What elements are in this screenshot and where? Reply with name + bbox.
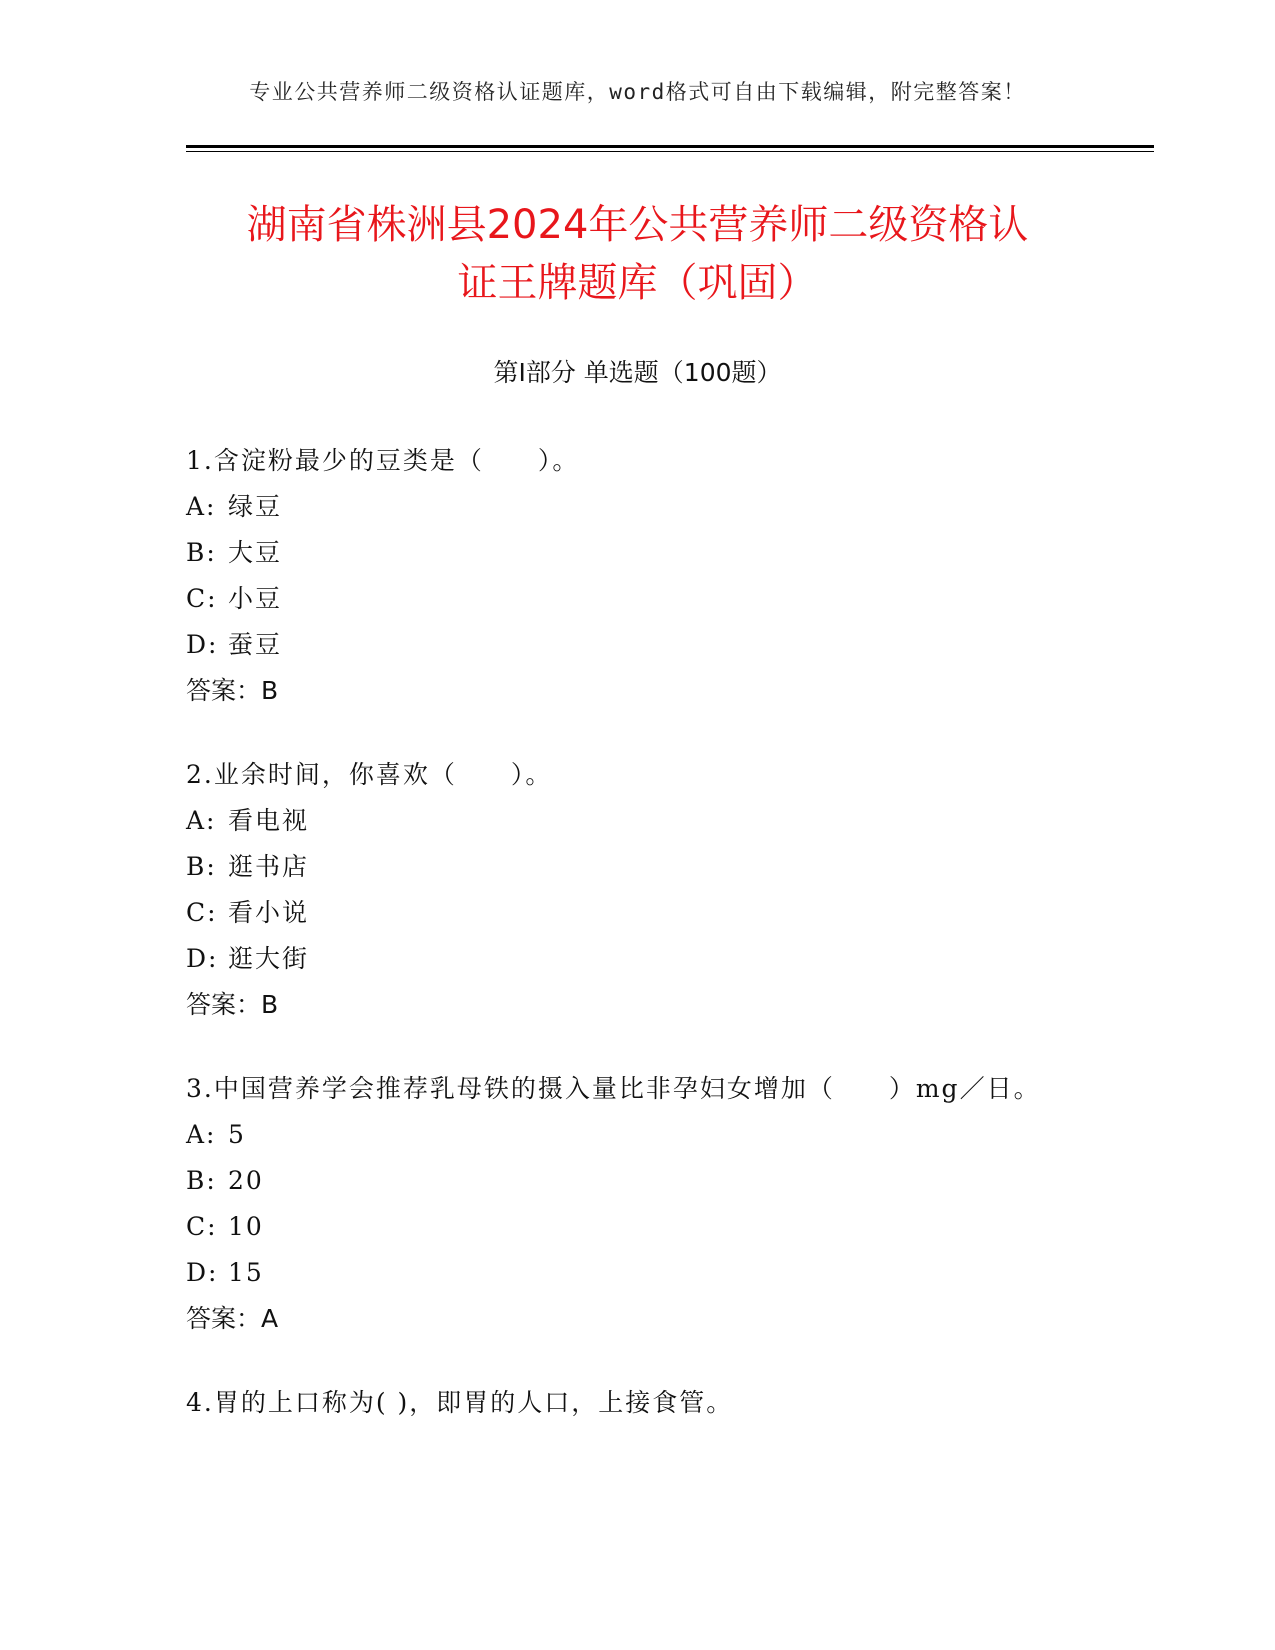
- question-stem: 4.胃的上口称为( )，即胃的人口，上接食管。: [186, 1388, 734, 1417]
- option-letter: A:: [186, 806, 217, 835]
- option-text: 逛书店: [228, 852, 310, 881]
- option-d: [186, 1250, 1086, 1296]
- option-c: [186, 1204, 1086, 1250]
- option-letter: A:: [186, 1120, 217, 1149]
- question-stem: 1.含淀粉最少的豆类是（ ）。: [186, 446, 580, 475]
- header-rule-thin: [186, 151, 1154, 152]
- option-letter: D:: [186, 630, 219, 659]
- option-letter: C:: [186, 584, 218, 613]
- option-text: 小豆: [228, 584, 283, 613]
- question-2: [186, 752, 1086, 1028]
- option-letter: A:: [186, 492, 217, 521]
- header-rule-thick: [186, 145, 1154, 148]
- option-text: 蚕豆: [228, 630, 283, 659]
- option-text: 看小说: [228, 898, 310, 927]
- option-letter: C:: [186, 1212, 218, 1241]
- option-d: [186, 622, 1086, 668]
- option-text: 大豆: [228, 538, 283, 567]
- option-text: 20: [228, 1166, 264, 1195]
- answer-line: 答案：B: [186, 990, 279, 1019]
- question-list: [186, 438, 1086, 1464]
- question-3: [186, 1066, 1086, 1342]
- answer-line: 答案：A: [186, 1304, 279, 1333]
- option-text: 15: [228, 1258, 264, 1287]
- option-text: 10: [228, 1212, 264, 1241]
- option-c: [186, 890, 1086, 936]
- option-d: [186, 936, 1086, 982]
- option-letter: B:: [186, 852, 217, 881]
- document-title-line-1: 湖南省株洲县2024年公共营养师二级资格认: [246, 202, 1029, 248]
- option-c: [186, 576, 1086, 622]
- question-4: [186, 1380, 1086, 1426]
- document-title: [150, 196, 1125, 312]
- question-stem: 2.业余时间，你喜欢（ ）。: [186, 760, 553, 789]
- option-b: [186, 530, 1086, 576]
- option-a: [186, 1112, 1086, 1158]
- option-letter: C:: [186, 898, 218, 927]
- option-b: [186, 1158, 1086, 1204]
- header-note: 专业公共营养师二级资格认证题库，word格式可自由下载编辑，附完整答案！: [249, 80, 1026, 104]
- option-b: [186, 844, 1086, 890]
- option-text: 绿豆: [228, 492, 283, 521]
- option-a: [186, 798, 1086, 844]
- option-text: 看电视: [228, 806, 310, 835]
- section-heading: 第Ⅰ部分 单选题（100题）: [493, 358, 782, 387]
- question-1: [186, 438, 1086, 714]
- option-letter: D:: [186, 1258, 219, 1287]
- option-letter: B:: [186, 1166, 217, 1195]
- question-stem: 3.中国营养学会推荐乳母铁的摄入量比非孕妇女增加（ ）mg／日。: [186, 1074, 1041, 1103]
- option-letter: D:: [186, 944, 219, 973]
- option-a: [186, 484, 1086, 530]
- answer-line: 答案：B: [186, 676, 279, 705]
- option-text: 5: [228, 1120, 246, 1149]
- document-title-line-2: 证王牌题库（巩固）: [457, 260, 818, 306]
- option-letter: B:: [186, 538, 217, 567]
- option-text: 逛大街: [228, 944, 310, 973]
